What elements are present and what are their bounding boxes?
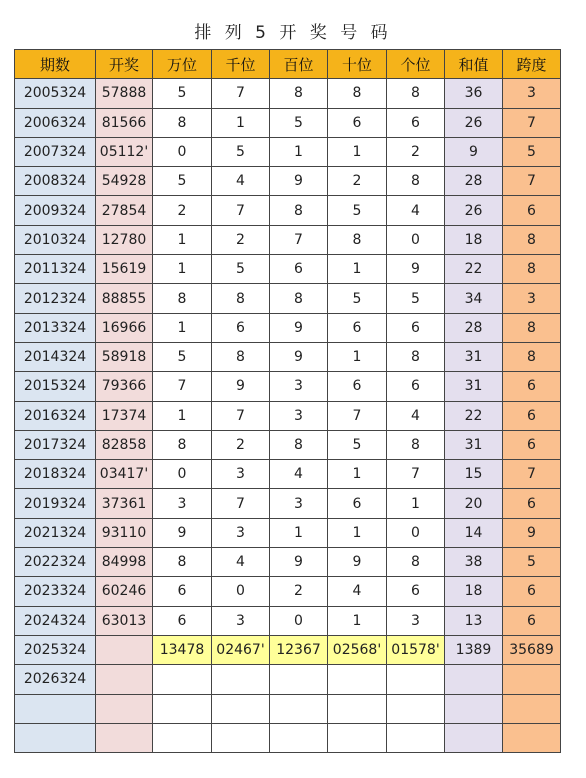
cell-ones: 7: [387, 460, 445, 489]
cell-tens: 1: [328, 255, 387, 284]
cell-tens: 2: [328, 167, 387, 196]
cell-span: 8: [503, 313, 561, 342]
cell-hundreds: 1: [270, 137, 328, 166]
cell-thousands: 3: [212, 460, 270, 489]
cell-ten-thousands: 1: [153, 313, 212, 342]
cell-draw: 54928: [96, 167, 153, 196]
cell-hundreds: 12367: [270, 635, 328, 664]
cell-period: 2023324: [15, 577, 96, 606]
cell-ones: 6: [387, 372, 445, 401]
cell-ten-thousands: 1: [153, 255, 212, 284]
header-thousands: 千位: [212, 50, 270, 79]
table-row: [15, 108, 561, 137]
cell-span: 3: [503, 284, 561, 313]
table-row: [15, 372, 561, 401]
cell-tens: 5: [328, 196, 387, 225]
cell-sum: 31: [445, 372, 503, 401]
cell-period: 2011324: [15, 255, 96, 284]
cell-sum: 20: [445, 489, 503, 518]
cell-sum: 22: [445, 401, 503, 430]
cell-thousands: 02467': [212, 635, 270, 664]
cell-tens: [328, 694, 387, 723]
cell-thousands: 7: [212, 489, 270, 518]
header-span: 跨度: [503, 50, 561, 79]
cell-span: 6: [503, 372, 561, 401]
cell-thousands: 8: [212, 342, 270, 371]
cell-period: [15, 694, 96, 723]
cell-sum: 18: [445, 577, 503, 606]
cell-thousands: 7: [212, 196, 270, 225]
cell-sum: 36: [445, 79, 503, 108]
cell-span: 7: [503, 460, 561, 489]
cell-hundreds: [270, 723, 328, 752]
cell-tens: [328, 723, 387, 752]
cell-span: 6: [503, 401, 561, 430]
cell-tens: 7: [328, 401, 387, 430]
cell-draw: [96, 635, 153, 664]
cell-ones: 8: [387, 167, 445, 196]
cell-period: [15, 723, 96, 752]
cell-period: 2008324: [15, 167, 96, 196]
cell-hundreds: 9: [270, 313, 328, 342]
table-row: [15, 401, 561, 430]
cell-ten-thousands: 0: [153, 137, 212, 166]
cell-period: 2007324: [15, 137, 96, 166]
cell-span: 5: [503, 137, 561, 166]
lottery-table: [14, 49, 561, 753]
cell-ones: 8: [387, 342, 445, 371]
cell-period: 2013324: [15, 313, 96, 342]
cell-draw: 58918: [96, 342, 153, 371]
cell-span: 6: [503, 196, 561, 225]
cell-period: 2015324: [15, 372, 96, 401]
cell-draw: 60246: [96, 577, 153, 606]
cell-tens: 1: [328, 518, 387, 547]
cell-draw: 88855: [96, 284, 153, 313]
table-row: [15, 225, 561, 254]
cell-sum: 28: [445, 167, 503, 196]
cell-draw: 84998: [96, 548, 153, 577]
cell-period: 2010324: [15, 225, 96, 254]
cell-hundreds: 7: [270, 225, 328, 254]
table-row: [15, 694, 561, 723]
cell-span: 6: [503, 430, 561, 459]
cell-sum: 18: [445, 225, 503, 254]
cell-ten-thousands: 9: [153, 518, 212, 547]
table-row: [15, 342, 561, 371]
cell-ten-thousands: 5: [153, 167, 212, 196]
cell-sum: 9: [445, 137, 503, 166]
cell-ten-thousands: 3: [153, 489, 212, 518]
cell-period: 2021324: [15, 518, 96, 547]
table-row: [15, 284, 561, 313]
cell-ones: [387, 694, 445, 723]
cell-ten-thousands: 1: [153, 225, 212, 254]
cell-hundreds: [270, 694, 328, 723]
cell-ten-thousands: 5: [153, 79, 212, 108]
header-period: 期数: [15, 50, 96, 79]
cell-ones: 2: [387, 137, 445, 166]
cell-draw: 37361: [96, 489, 153, 518]
cell-hundreds: 8: [270, 196, 328, 225]
cell-ones: 8: [387, 548, 445, 577]
cell-span: 6: [503, 606, 561, 635]
cell-ones: [387, 665, 445, 694]
cell-sum: 13: [445, 606, 503, 635]
cell-hundreds: 3: [270, 489, 328, 518]
cell-hundreds: 9: [270, 342, 328, 371]
cell-tens: 5: [328, 284, 387, 313]
table-row: [15, 489, 561, 518]
table-row: [15, 665, 561, 694]
cell-sum: 38: [445, 548, 503, 577]
table-row: [15, 430, 561, 459]
cell-draw: 63013: [96, 606, 153, 635]
cell-ones: 0: [387, 518, 445, 547]
cell-sum: [445, 665, 503, 694]
cell-hundreds: 5: [270, 108, 328, 137]
table-row: [15, 518, 561, 547]
cell-ten-thousands: [153, 694, 212, 723]
cell-sum: 34: [445, 284, 503, 313]
cell-tens: 6: [328, 313, 387, 342]
cell-span: 5: [503, 548, 561, 577]
table-row: [15, 79, 561, 108]
cell-period: 2006324: [15, 108, 96, 137]
cell-draw: 16966: [96, 313, 153, 342]
cell-tens: 8: [328, 225, 387, 254]
cell-draw: 27854: [96, 196, 153, 225]
header-ten-thousands: 万位: [153, 50, 212, 79]
cell-ten-thousands: 8: [153, 284, 212, 313]
cell-thousands: [212, 665, 270, 694]
table-row: [15, 635, 561, 664]
cell-thousands: 0: [212, 577, 270, 606]
cell-sum: 31: [445, 342, 503, 371]
cell-tens: 4: [328, 577, 387, 606]
cell-hundreds: 9: [270, 167, 328, 196]
cell-tens: 9: [328, 548, 387, 577]
table-row: [15, 723, 561, 752]
cell-ten-thousands: 6: [153, 577, 212, 606]
cell-span: 6: [503, 489, 561, 518]
cell-ones: 4: [387, 196, 445, 225]
cell-hundreds: 8: [270, 430, 328, 459]
cell-ones: 6: [387, 313, 445, 342]
cell-hundreds: 0: [270, 606, 328, 635]
cell-thousands: 6: [212, 313, 270, 342]
table-row: [15, 460, 561, 489]
cell-ten-thousands: 8: [153, 548, 212, 577]
cell-hundreds: 8: [270, 79, 328, 108]
cell-ones: 01578': [387, 635, 445, 664]
table-row: [15, 548, 561, 577]
cell-draw: 81566: [96, 108, 153, 137]
cell-period: 2019324: [15, 489, 96, 518]
cell-ones: 6: [387, 577, 445, 606]
cell-span: [503, 694, 561, 723]
cell-ten-thousands: 7: [153, 372, 212, 401]
cell-tens: 1: [328, 342, 387, 371]
cell-draw: 12780: [96, 225, 153, 254]
cell-draw: 03417': [96, 460, 153, 489]
cell-draw: 93110: [96, 518, 153, 547]
cell-tens: 5: [328, 430, 387, 459]
header-tens: 十位: [328, 50, 387, 79]
cell-tens: 6: [328, 108, 387, 137]
cell-draw: [96, 665, 153, 694]
cell-sum: [445, 723, 503, 752]
cell-tens: 8: [328, 79, 387, 108]
cell-period: 2018324: [15, 460, 96, 489]
cell-span: [503, 723, 561, 752]
cell-ones: 1: [387, 489, 445, 518]
cell-span: 35689: [503, 635, 561, 664]
cell-period: 2024324: [15, 606, 96, 635]
cell-draw: [96, 723, 153, 752]
cell-period: 2022324: [15, 548, 96, 577]
cell-tens: [328, 665, 387, 694]
cell-span: 7: [503, 167, 561, 196]
cell-tens: 1: [328, 460, 387, 489]
cell-sum: 15: [445, 460, 503, 489]
cell-tens: 6: [328, 372, 387, 401]
table-row: [15, 255, 561, 284]
cell-thousands: 1: [212, 108, 270, 137]
cell-thousands: 9: [212, 372, 270, 401]
cell-ones: 8: [387, 79, 445, 108]
cell-ones: [387, 723, 445, 752]
cell-span: 8: [503, 342, 561, 371]
cell-draw: 82858: [96, 430, 153, 459]
cell-ones: 4: [387, 401, 445, 430]
table-row: [15, 137, 561, 166]
header-row: [15, 50, 561, 79]
table-row: [15, 577, 561, 606]
cell-period: 2016324: [15, 401, 96, 430]
cell-period: 2025324: [15, 635, 96, 664]
cell-thousands: 5: [212, 137, 270, 166]
cell-hundreds: 4: [270, 460, 328, 489]
cell-hundreds: [270, 665, 328, 694]
cell-tens: 02568': [328, 635, 387, 664]
cell-period: 2012324: [15, 284, 96, 313]
cell-sum: 1389: [445, 635, 503, 664]
cell-thousands: [212, 694, 270, 723]
cell-thousands: [212, 723, 270, 752]
cell-hundreds: 9: [270, 548, 328, 577]
cell-ones: 3: [387, 606, 445, 635]
cell-sum: 28: [445, 313, 503, 342]
cell-span: 8: [503, 255, 561, 284]
cell-sum: 14: [445, 518, 503, 547]
cell-sum: 31: [445, 430, 503, 459]
cell-thousands: 7: [212, 79, 270, 108]
cell-tens: 6: [328, 489, 387, 518]
page-title: 排 列 5 开 奖 号 码: [194, 23, 392, 43]
cell-ten-thousands: [153, 723, 212, 752]
cell-thousands: 2: [212, 225, 270, 254]
header-ones: 个位: [387, 50, 445, 79]
cell-period: 2026324: [15, 665, 96, 694]
cell-ones: 9: [387, 255, 445, 284]
table-row: [15, 196, 561, 225]
cell-hundreds: 2: [270, 577, 328, 606]
cell-hundreds: 3: [270, 372, 328, 401]
cell-thousands: 4: [212, 167, 270, 196]
cell-span: [503, 665, 561, 694]
cell-draw: 15619: [96, 255, 153, 284]
cell-hundreds: 3: [270, 401, 328, 430]
cell-thousands: 8: [212, 284, 270, 313]
cell-hundreds: 1: [270, 518, 328, 547]
cell-ten-thousands: 13478: [153, 635, 212, 664]
cell-sum: 22: [445, 255, 503, 284]
cell-tens: 1: [328, 137, 387, 166]
cell-ones: 8: [387, 430, 445, 459]
cell-span: 6: [503, 577, 561, 606]
cell-period: 2017324: [15, 430, 96, 459]
cell-draw: 79366: [96, 372, 153, 401]
cell-thousands: 5: [212, 255, 270, 284]
cell-ones: 5: [387, 284, 445, 313]
cell-draw: 57888: [96, 79, 153, 108]
cell-draw: 17374: [96, 401, 153, 430]
cell-thousands: 7: [212, 401, 270, 430]
cell-thousands: 3: [212, 606, 270, 635]
table-row: [15, 606, 561, 635]
cell-draw: [96, 694, 153, 723]
cell-draw: 05112': [96, 137, 153, 166]
cell-ten-thousands: 8: [153, 108, 212, 137]
cell-ten-thousands: 0: [153, 460, 212, 489]
cell-span: 9: [503, 518, 561, 547]
cell-hundreds: 8: [270, 284, 328, 313]
cell-span: 7: [503, 108, 561, 137]
cell-ten-thousands: 2: [153, 196, 212, 225]
cell-sum: 26: [445, 196, 503, 225]
cell-period: 2014324: [15, 342, 96, 371]
cell-sum: [445, 694, 503, 723]
header-draw: 开奖: [96, 50, 153, 79]
cell-thousands: 3: [212, 518, 270, 547]
cell-span: 3: [503, 79, 561, 108]
cell-thousands: 2: [212, 430, 270, 459]
cell-hundreds: 6: [270, 255, 328, 284]
table-row: [15, 167, 561, 196]
cell-ten-thousands: 1: [153, 401, 212, 430]
cell-span: 8: [503, 225, 561, 254]
cell-ten-thousands: [153, 665, 212, 694]
cell-period: 2005324: [15, 79, 96, 108]
cell-ten-thousands: 5: [153, 342, 212, 371]
cell-ones: 0: [387, 225, 445, 254]
table-row: [15, 313, 561, 342]
header-sum: 和值: [445, 50, 503, 79]
cell-sum: 26: [445, 108, 503, 137]
cell-thousands: 4: [212, 548, 270, 577]
cell-ten-thousands: 6: [153, 606, 212, 635]
cell-ten-thousands: 8: [153, 430, 212, 459]
cell-period: 2009324: [15, 196, 96, 225]
header-hundreds: 百位: [270, 50, 328, 79]
cell-tens: 1: [328, 606, 387, 635]
cell-ones: 6: [387, 108, 445, 137]
